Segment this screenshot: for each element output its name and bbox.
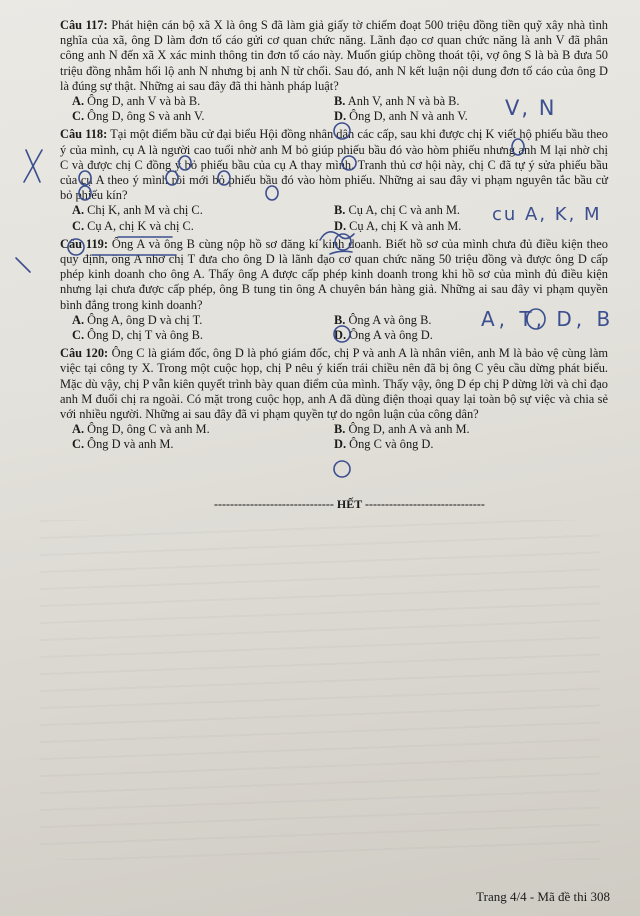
pen-circle-icon: [179, 156, 191, 170]
question-text: Phát hiện cán bộ xã X là ông S đã làm giả giấy tờ chiếm đoạt 500 triệu đồng tiền quỹ xây nhà tình nghĩa của xã, ông D làm đơn tố cáo gửi cơ quan chức năng. Lãnh đạo cơ quan chức năng là anh V đã phân công anh N đến xã X xác minh thông tin đơn tố cáo này. Muốn giúp chồng thoát tội, vợ ông S là bà B đưa 50 triệu đồng nhằm hối lộ anh N nhưng bị anh N từ chối. Sau đó, anh N kết luận nội dung đơn tố cáo của ông D là đúng sự thật. Những ai sau đây đã thi hành pháp luật?: [60, 18, 608, 93]
option-b: B. Anh V, anh N và bà B.: [334, 94, 460, 109]
option-c: C. Ông D và anh M.: [72, 437, 174, 452]
option-b: B. Ông A và ông B.: [334, 312, 432, 327]
pen-circle-icon: [166, 171, 178, 185]
option-d: D. Ông C và ông D.: [334, 437, 434, 452]
pen-circle-icon: [79, 171, 91, 185]
question-text: Tại một điểm bầu cử đại biểu Hội đồng nhân dân các cấp, sau khi được chị K viết hộ phiếu bầu theo ý của mình, cụ A là người cao tuổi nhờ anh M bỏ giúp phiếu bầu đó vào hòm phiếu nhưng anh M lại nhờ chị C và được chị C đồng ý bỏ phiếu bầu của cụ A thay mình. Tranh thủ cơ hội này, chị C đã tự ý sửa phiếu bầu của cụ A theo ý mình rồi mới bỏ phiếu bầu đó vào hòm phiếu. Những ai sau đây vi phạm nguyên tắc bầu cử bỏ phiếu kín?: [60, 127, 608, 203]
handwritten-note-117: V, N: [505, 96, 557, 120]
pen-circle-icon: [218, 171, 230, 185]
option-a: A. Ông A, ông D và chị T.: [72, 312, 203, 327]
handwritten-note-119: A, T, D, B: [481, 307, 615, 331]
pen-circle-icon: [342, 156, 356, 170]
handwritten-note-118: cu A, K, M: [492, 204, 602, 225]
pen-circle-icon: [334, 326, 350, 342]
pen-circle-icon: [334, 461, 350, 477]
page-footer: Trang 4/4 - Mã đề thi 308: [476, 889, 610, 904]
pen-circle-icon: [512, 139, 524, 155]
option-c: C. Ông D, ông S và anh V.: [72, 109, 205, 124]
option-d: D. Ông D, anh N và anh V.: [334, 109, 468, 124]
question-text: Ông C là giám đốc, ông D là phó giám đốc, chị P và anh A là nhân viên, anh M là bảo vệ cùng làm việc tại công ty X. Trong một cuộc họp, chị P nêu ý kiến trái chiều nên đã bị ông C yêu cầu dừng phát biểu. Mặc dù vậy, chị P vẫn kiên quyết trình bày quan điểm của mình. Thấy vậy, ông D ép chị P dừng lời và chỉ đạo anh M đuổi chị ra ngoài. Có mặt trong cuộc họp, anh A đã dùng điện thoại quay lại toàn bộ sự việc và chia sẻ với nhiều người. Những ai sau đây đã vi phạm quyền tự do ngôn luận của công dân?: [60, 346, 608, 422]
pen-stroke-icon: [16, 258, 30, 272]
pen-circle-icon: [266, 186, 278, 200]
pen-circle-icon: [335, 234, 351, 250]
question-number: Câu 118:: [60, 127, 108, 142]
question-number: Câu 117:: [60, 18, 108, 32]
option-c: C. Cụ A, chị K và chị C.: [72, 218, 194, 233]
question-text: Ông A và ông B cùng nộp hồ sơ đăng kí kinh doanh. Biết hồ sơ của mình chưa đủ điều kiện theo quy định, ông A nhờ chị T đưa cho ông D là lãnh đạo cơ quan chức năng 50 triệu đồng và được ông D cấp phép kinh doanh cho ông A. Thấy ông A được cấp phép kinh doanh trong khi hồ sơ của mình đủ điều kiện nhưng lại chưa được cấp phép, ông B tung tin ông A chuyên bán hàng giả. Những ai sau đây vi phạm quyền bình đẳng trong kinh doanh?: [60, 236, 608, 312]
option-c: C. Ông D, chị T và ông B.: [72, 328, 204, 343]
option-d: D. Cụ A, chị K và anh M.: [334, 218, 462, 233]
pen-cross-icon: [24, 150, 42, 182]
option-a: A. Ông D, anh V và bà B.: [72, 94, 201, 109]
option-b: B. Cụ A, chị C và anh M.: [334, 203, 460, 218]
question-number: Câu 120:: [60, 346, 109, 361]
pen-circle-icon: [68, 239, 84, 255]
option-a: A. Ông D, ông C và anh M.: [72, 422, 210, 437]
pen-scribble-icon: [330, 251, 352, 254]
option-a: A. Chị K, anh M và chị C.: [72, 203, 203, 218]
option-b: B. Ông D, anh A và anh M.: [334, 422, 470, 437]
end-marker: ------------------------------ HẾT ------------------------------: [214, 497, 485, 511]
pen-circle-icon: [79, 186, 91, 200]
pen-circle-icon: [334, 123, 350, 139]
option-d: D. Ông A và ông D.: [334, 328, 433, 343]
question-number: Câu 119:: [60, 236, 108, 251]
